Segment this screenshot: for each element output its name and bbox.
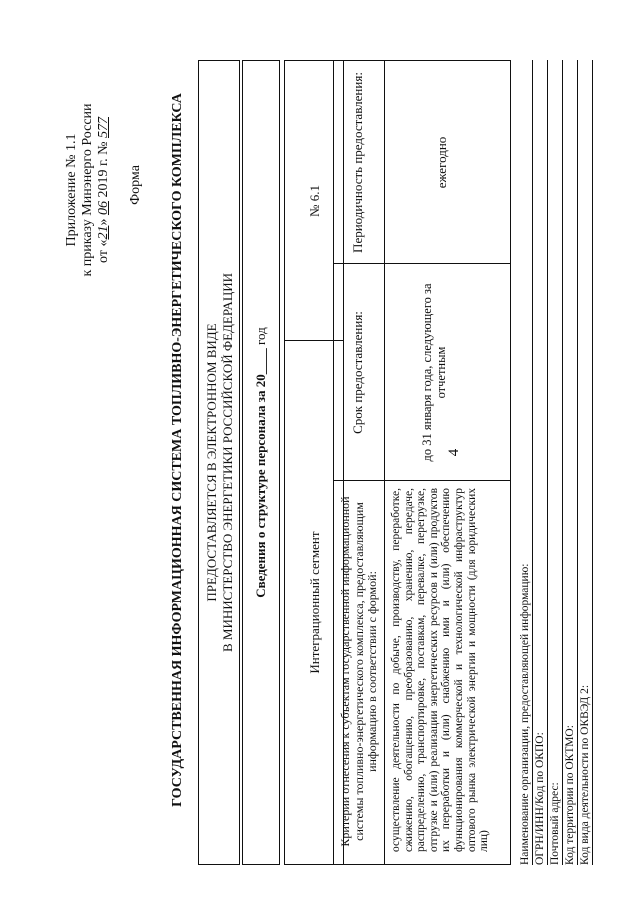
provided-line-2: В МИНИСТЕРСТВО ЭНЕРГЕТИКИ РОССИЙСКОЙ ФЕДЕРАЦИИ xyxy=(220,273,235,652)
deadline-header: Срок предоставления: xyxy=(350,311,365,434)
date-year: 2019 г. № xyxy=(96,138,111,202)
segment-label: Интеграционный сегмент xyxy=(307,531,322,674)
org-okved-line[interactable]: Код вида деятельности по ОКВЭД 2: xyxy=(578,60,593,865)
page-title: ГОСУДАРСТВЕННАЯ ИНФОРМАЦИОННАЯ СИСТЕМА ТОПЛИВНО-ЭНЕРГЕТИЧЕСКОГО КОМПЛЕКСА xyxy=(170,93,185,807)
appendix-date-line xyxy=(96,95,112,285)
report-year-blank: ____ xyxy=(253,348,268,375)
date-mid: » xyxy=(96,215,111,226)
org-oktmo-line[interactable]: Код территории по ОКТМО: xyxy=(563,60,578,865)
provided-box xyxy=(198,60,240,865)
org-ogrn-line[interactable]: ОГРН/ИНН/Код по ОКПО: xyxy=(533,60,548,865)
report-title-box xyxy=(242,60,280,865)
appendix-order-ref: к приказу Минэнерго России xyxy=(80,103,95,277)
table-header-divider xyxy=(384,61,385,864)
form-label: Форма xyxy=(128,165,143,205)
provided-line-1: ПРЕДОСТАВЛЯЕТСЯ В ЭЛЕКТРОННОМ ВИДЕ xyxy=(204,323,219,602)
report-year-suffix: год xyxy=(253,327,268,349)
org-info-block xyxy=(518,60,593,865)
criteria-header: Критерии отнесения к субъектам государственной информационной системы топливно-энергетического комплекса, предоставляющим информацию в соответствии с формой: xyxy=(338,496,379,847)
deadline-value: до 31 января года, следующего за отчетным xyxy=(420,283,448,462)
report-title-text: Сведения о структуре персонала за 20 xyxy=(253,374,268,598)
org-name-line[interactable]: Наименование организации, предоставляющей информацию: xyxy=(518,60,533,865)
report-title xyxy=(253,61,269,864)
criteria-text: осуществление деятельности по добыче, производству, переработке, сжижению, обогащению, преобразованию, хранению, передаче, распределению, транспортировке, поставкам, перевалке, перегрузке, отгрузке и (или) реализации энергетических ресурсов и (или) продуктов их переработки и (или) снабжению ими и (или) обеспечению функционирования коммерческой и технологической инфраструктур оптового рынка электрической энергии и мощности (для юридических лиц) xyxy=(390,488,491,852)
appendix-title: Приложение № 1.1 xyxy=(64,133,79,247)
appendix-block xyxy=(64,95,112,285)
criteria-table xyxy=(333,60,511,865)
periodicity-header: Периодичность предоставления: xyxy=(350,72,365,253)
page-number: 4 xyxy=(446,448,462,457)
date-month: 06 xyxy=(96,201,111,216)
segment-number: № 6.1 xyxy=(307,185,322,217)
date-prefix: от « xyxy=(96,239,111,263)
periodicity-value: ежегодно xyxy=(434,136,449,189)
org-address-line[interactable]: Почтовый адрес: xyxy=(548,60,563,865)
order-number: 577 xyxy=(96,117,111,139)
date-day: 21 xyxy=(96,225,111,240)
